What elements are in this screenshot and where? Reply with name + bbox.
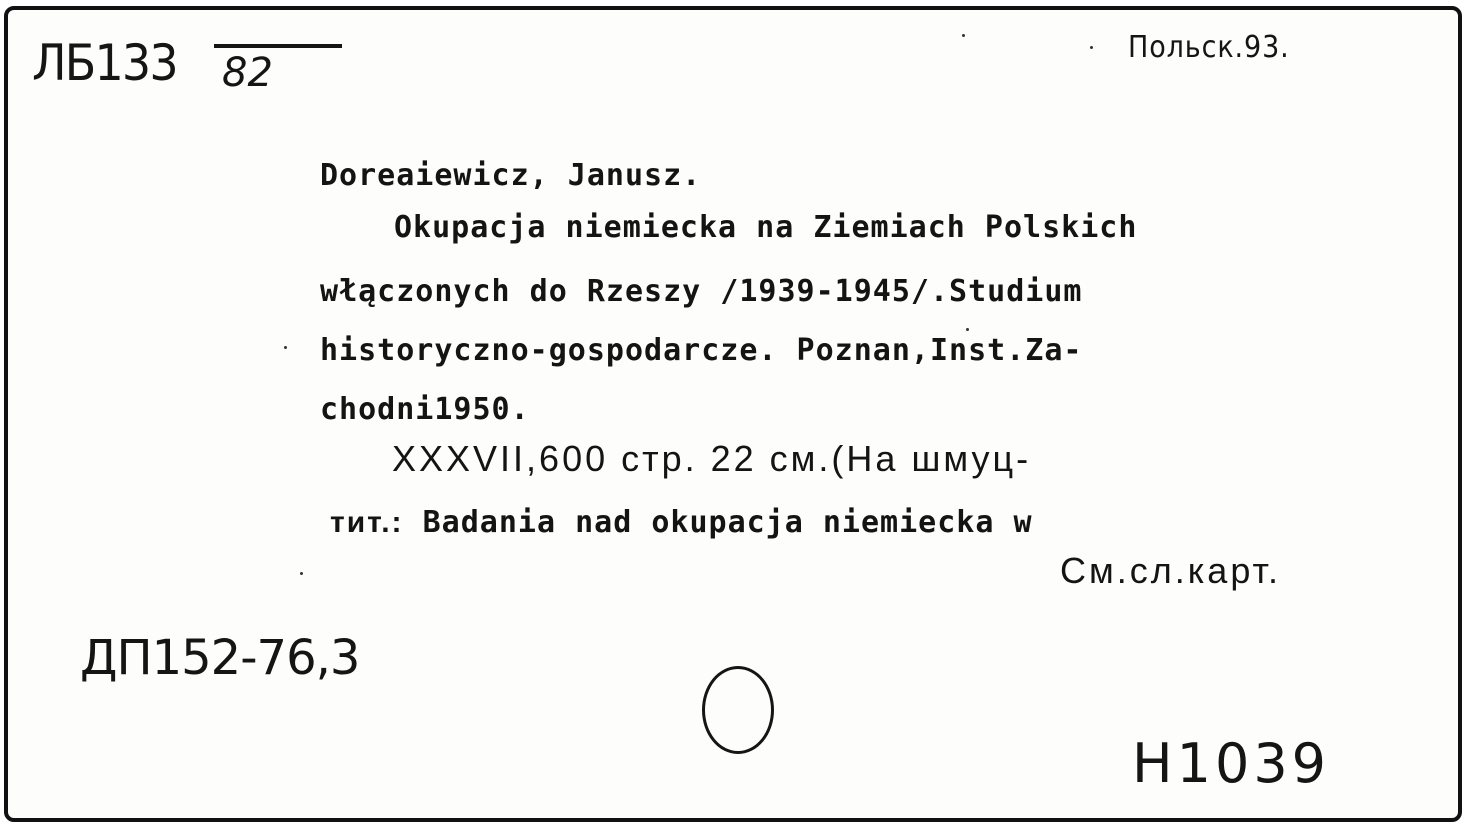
speck-mark	[300, 572, 303, 575]
inventory-note: ДП152-76,3	[80, 630, 360, 686]
series-text: Badania nad okupacja niemiecka w	[422, 505, 1033, 540]
title-line: chodni1950.	[320, 392, 530, 427]
title-line: włączonych do Rzeszy /1939-1945/.Studium	[320, 274, 1083, 309]
speck-mark	[1090, 46, 1093, 49]
title-line: Okupacja niemiecka na Ziemiach Polskich	[394, 210, 1138, 245]
series-prefix: тит.:	[330, 506, 404, 539]
title-line: historyczno-gospodarcze. Poznan,Inst.Za-	[320, 333, 1083, 368]
catalog-card	[4, 6, 1462, 822]
speck-mark	[966, 328, 969, 331]
circle-mark	[702, 666, 774, 754]
call-number-main: ЛБ133	[32, 34, 177, 92]
author-heading: Doreaiewicz, Janusz.	[320, 158, 702, 193]
series-line	[330, 505, 1033, 540]
speck-mark	[962, 34, 965, 37]
call-number-fraction: 82	[222, 50, 273, 96]
continuation-note: См.сл.карт.	[1060, 550, 1282, 591]
collation-line: XXXVII,600 стр. 22 см.(На шмуц-	[392, 438, 1032, 479]
accession-number: H1039	[1132, 732, 1331, 795]
language-note: Польск.93.	[1128, 30, 1290, 65]
speck-mark	[284, 346, 287, 349]
